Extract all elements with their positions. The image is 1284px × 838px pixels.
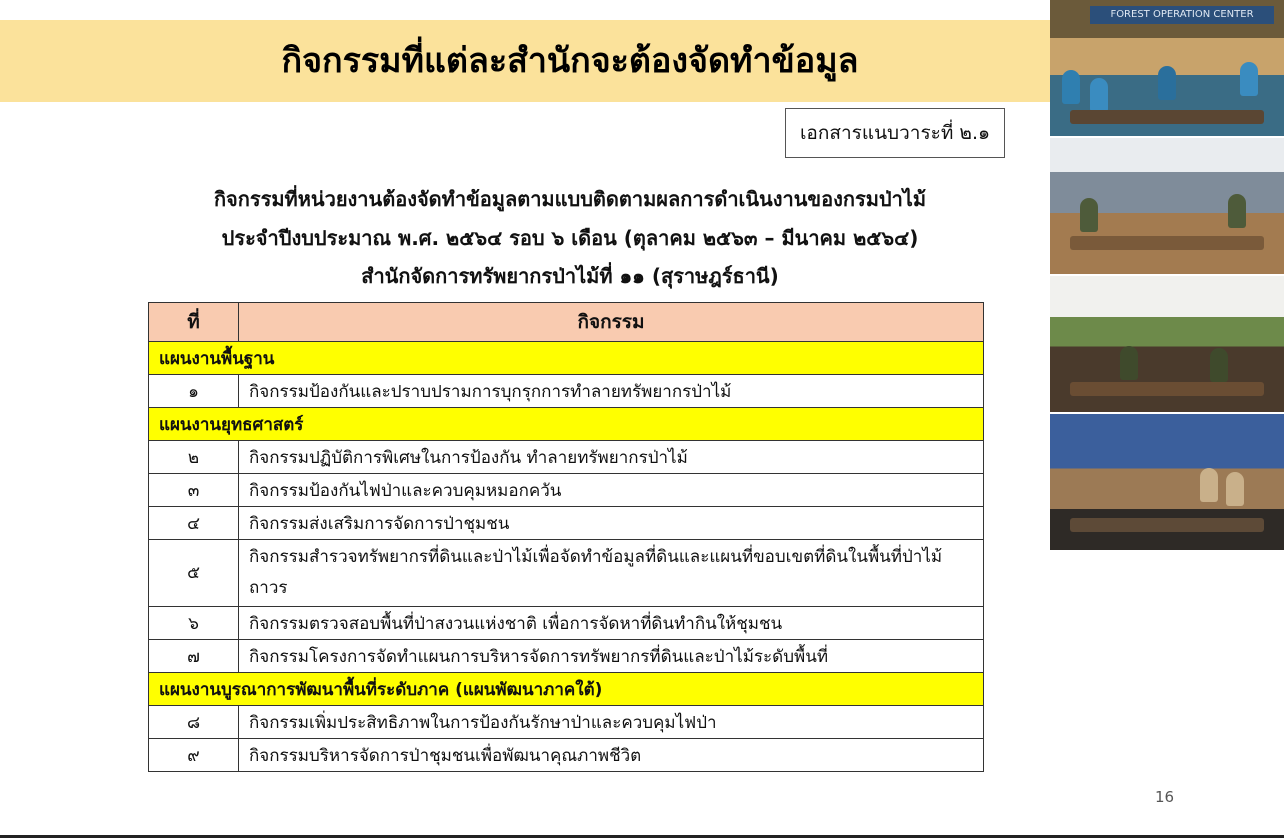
section-name: แผนงานพื้นฐาน [149, 342, 984, 375]
row-activity: กิจกรรมสำรวจทรัพยากรที่ดินและป่าไม้เพื่อจัดทำข้อมูลที่ดินและแผนที่ขอบเขตที่ดินในพื้นที่ป่าไม้ถาวร [239, 540, 984, 607]
title-band [0, 20, 1050, 102]
section-row [149, 342, 984, 375]
column-header-no: ที่ [149, 303, 239, 342]
video-feed[interactable] [1050, 138, 1284, 274]
participant-figure [1228, 194, 1246, 228]
row-number: ๘ [149, 706, 239, 739]
column-header-activity: กิจกรรม [239, 303, 984, 342]
table-row [149, 474, 984, 507]
section-row [149, 673, 984, 706]
row-activity: กิจกรรมป้องกันและปราบปรามการบุกรุกการทำลายทรัพยากรป่าไม้ [239, 375, 984, 408]
row-number: ๔ [149, 507, 239, 540]
participant-figure [1210, 348, 1228, 382]
slide-title: กิจกรรมที่แต่ละสำนักจะต้องจัดทำข้อมูล [281, 41, 859, 81]
heading-line-2: ประจำปีงบประมาณ พ.ศ. ๒๕๖๔ รอบ ๖ เดือน (ตุลาคม ๒๕๖๓ – มีนาคม ๒๕๖๔) [221, 226, 919, 250]
row-number: ๕ [149, 540, 239, 607]
section-name: แผนงานยุทธศาสตร์ [149, 408, 984, 441]
row-number: ๒ [149, 441, 239, 474]
participant-figure [1062, 70, 1080, 104]
table-row [149, 640, 984, 673]
participant-figure [1200, 468, 1218, 502]
participant-figure [1158, 66, 1176, 100]
attachment-label: เอกสารแนบวาระที่ ๒.๑ [785, 108, 1005, 158]
page-number: 16 [1155, 788, 1175, 806]
row-activity: กิจกรรมป้องกันไฟป่าและควบคุมหมอกควัน [239, 474, 984, 507]
row-activity: กิจกรรมส่งเสริมการจัดการป่าชุมชน [239, 507, 984, 540]
row-number: ๑ [149, 375, 239, 408]
section-row [149, 408, 984, 441]
table-row [149, 375, 984, 408]
video-feed[interactable] [1050, 276, 1284, 412]
table-row [149, 441, 984, 474]
meeting-table [1070, 236, 1264, 250]
row-activity: กิจกรรมเพิ่มประสิทธิภาพในการป้องกันรักษาป่าและควบคุมไฟป่า [239, 706, 984, 739]
row-number: ๙ [149, 739, 239, 772]
video-participant-panel [1050, 0, 1284, 548]
heading-line-1: กิจกรรมที่หน่วยงานต้องจัดทำข้อมูลตามแบบติดตามผลการดำเนินงานของกรมป่าไม้ [213, 187, 927, 211]
participant-figure [1226, 472, 1244, 506]
row-activity: กิจกรรมปฏิบัติการพิเศษในการป้องกัน ทำลายทรัพยากรป่าไม้ [239, 441, 984, 474]
table-header-row [149, 303, 984, 342]
table-row [149, 706, 984, 739]
meeting-table [1070, 518, 1264, 532]
row-activity: กิจกรรมบริหารจัดการป่าชุมชนเพื่อพัฒนาคุณภาพชีวิต [239, 739, 984, 772]
meeting-table [1070, 110, 1264, 124]
section-name: แผนงานบูรณาการพัฒนาพื้นที่ระดับภาค (แผนพัฒนาภาคใต้) [149, 673, 984, 706]
row-number: ๓ [149, 474, 239, 507]
participant-figure [1080, 198, 1098, 232]
row-number: ๖ [149, 607, 239, 640]
table-row [149, 540, 984, 607]
participant-figure [1120, 346, 1138, 380]
video-feed[interactable] [1050, 414, 1284, 550]
row-activity: กิจกรรมโครงการจัดทำแผนการบริหารจัดการทรัพยากรที่ดินและป่าไม้ระดับพื้นที่ [239, 640, 984, 673]
operation-center-banner: FOREST OPERATION CENTER [1090, 6, 1274, 24]
row-activity: กิจกรรมตรวจสอบพื้นที่ป่าสงวนแห่งชาติ เพื่อการจัดหาที่ดินทำกินให้ชุมชน [239, 607, 984, 640]
video-feed[interactable] [1050, 0, 1284, 136]
table-row [149, 507, 984, 540]
participant-figure [1240, 62, 1258, 96]
heading-line-3: สำนักจัดการทรัพยากรป่าไม้ที่ ๑๑ (สุราษฎร์ธานี) [361, 264, 779, 288]
activities-table [148, 302, 984, 772]
row-number: ๗ [149, 640, 239, 673]
meeting-table [1070, 382, 1264, 396]
table-row [149, 739, 984, 772]
participant-figure [1090, 78, 1108, 112]
table-row [149, 607, 984, 640]
